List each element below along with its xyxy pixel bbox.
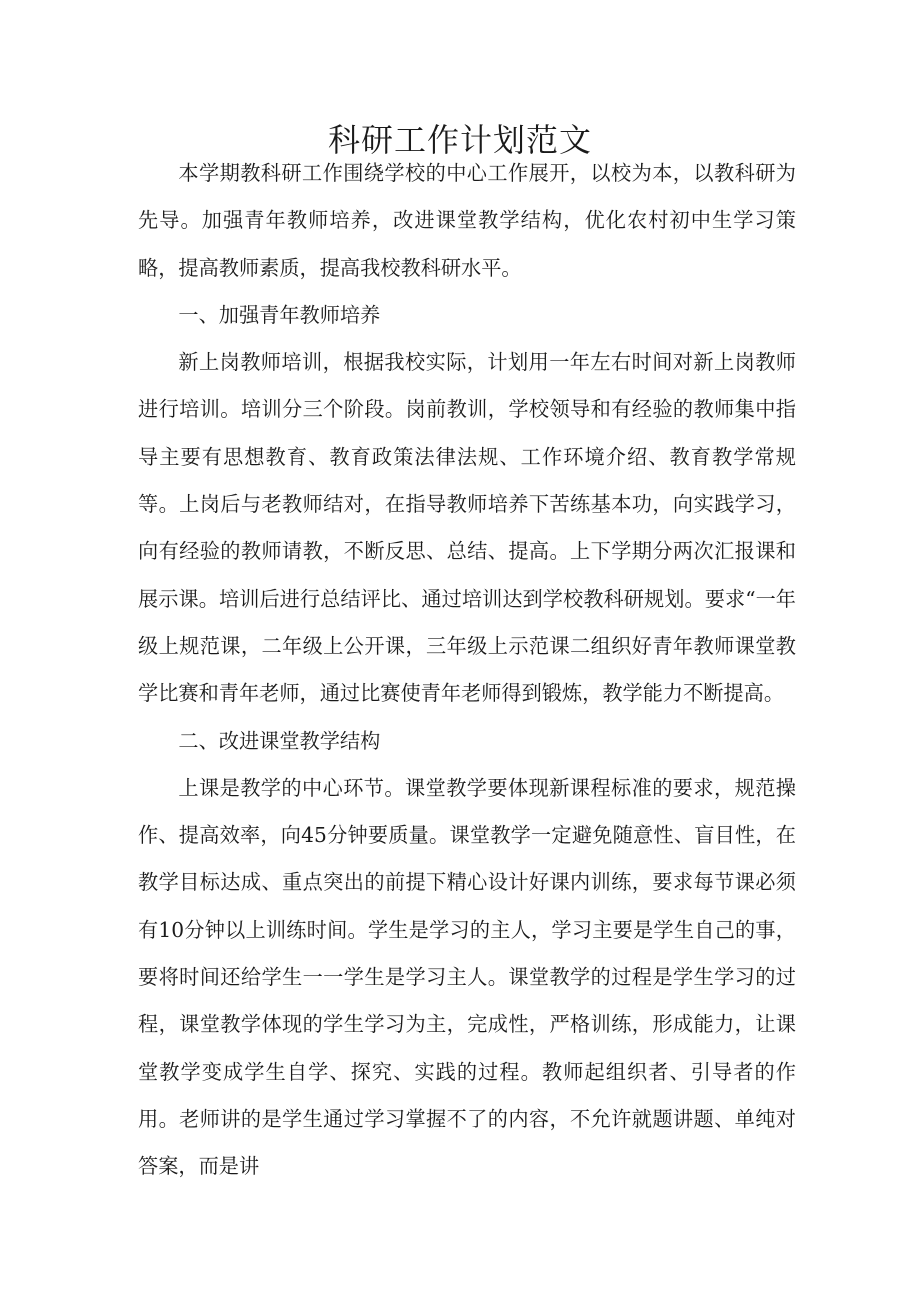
page-title: 科研工作计划范文 [327, 121, 592, 159]
section-1-paragraph: 新上岗教师培训，根据我校实际，计划用一年左右时间对新上岗教师进行培训。培训分三个阶段。岗前教训，学校领导和有经验的教师集中指导主要有思想教育、教育政策法律法规、工作环境介绍、教育教学常规等。上岗后与老教师结对，在指导教师培养下苦练基本功，向实践学习，向有经验的教师请教，不断反思、总结、提高。上下学期分两次汇报课和展示课。培训后进行总结评比、通过培训达到学校教科研规划。要求“一年级上规范课，二年级上公开课，三年级上示范课二组织好青年教师课堂教学比赛和青年老师，通过比赛使青年老师得到锻炼，教学能力不断提高。 [138, 350, 796, 706]
section-2-paragraph: 上课是教学的中心环节。课堂教学要体现新课程标准的要求，规范操作、提高效率，向45分钟要质量。课堂教学一定避免随意性、盲目性，在教学目标达成、重点突出的前提下精心设计好课内训练，要求每节课必须有10分钟以上训练时间。学生是学习的主人，学习主要是学生自己的事，要将时间还给学生一一学生是学习主人。课堂教学的过程是学生学习的过程，课堂教学体现的学生学习为主，完成性，严格训练，形成能力，让课堂教学变成学生自学、探究、实践的过程。教师起组织者、引导者的作用。老师讲的是学生通过学习掌握不了的内容，不允许就题讲题、单纯对答案，而是讲 [138, 775, 796, 1179]
intro-paragraph: 本学期教科研工作围绕学校的中心工作展开，以校为本，以教科研为先导。加强青年教师培养，改进课堂教学结构，优化农村初中生学习策略，提高教师素质，提高我校教科研水平。 [138, 161, 796, 280]
document-body [138, 150, 796, 1191]
section-heading-2: 二、改进课堂教学结构 [178, 728, 381, 753]
section-heading-1: 一、加强青年教师培养 [178, 302, 381, 327]
